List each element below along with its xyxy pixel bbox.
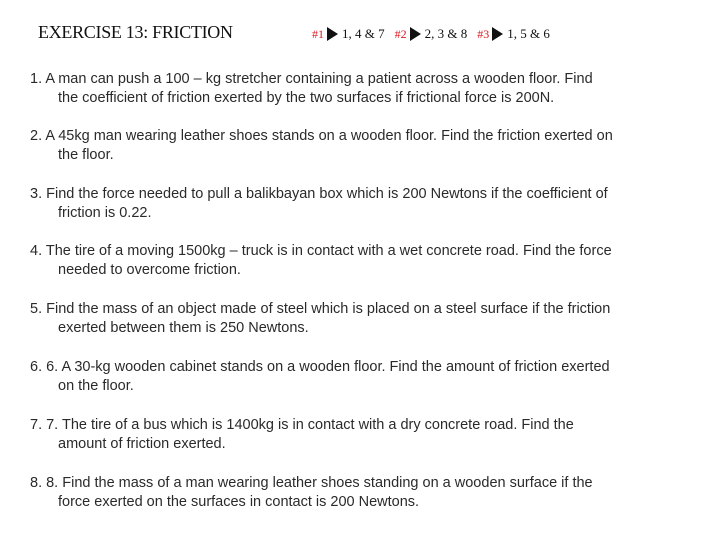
question-text: 3. Find the force needed to pull a balikbayan box which is 200 Newtons if the coefficient of bbox=[30, 186, 608, 202]
question-item bbox=[30, 127, 695, 165]
question-item bbox=[30, 185, 695, 223]
question-item bbox=[30, 70, 695, 108]
question-text-continued: force exerted on the surfaces in contact is 200 Newtons. bbox=[58, 494, 420, 510]
question-text-continued: exerted between them is 250 Newtons. bbox=[58, 320, 309, 336]
question-text: 1. A man can push a 100 – kg stretcher containing a patient across a wooden floor. Find bbox=[30, 71, 593, 87]
group-number: #3 bbox=[477, 26, 490, 41]
group-1 bbox=[312, 26, 385, 42]
question-text-continued: amount of friction exerted. bbox=[58, 436, 226, 452]
arrow-right-icon bbox=[327, 27, 338, 41]
question-text: 7. 7. The tire of a bus which is 1400kg is in contact with a dry concrete road. Find the bbox=[30, 417, 574, 433]
page-title: EXERCISE 13: FRICTION bbox=[38, 22, 233, 42]
group-number: #2 bbox=[394, 26, 407, 41]
group-2 bbox=[395, 26, 468, 42]
question-text-continued: needed to overcome friction. bbox=[58, 262, 241, 278]
group-items: 1, 4 & 7 bbox=[342, 26, 385, 41]
question-item bbox=[30, 358, 695, 396]
question-text-continued: the coefficient of friction exerted by the two surfaces if frictional force is 200N. bbox=[58, 90, 555, 106]
question-item bbox=[30, 300, 695, 338]
question-item bbox=[30, 474, 695, 512]
question-text: 6. 6. A 30-kg wooden cabinet stands on a wooden floor. Find the amount of friction exerted bbox=[30, 359, 610, 375]
question-text: 8. 8. Find the mass of a man wearing leather shoes standing on a wooden surface if the bbox=[30, 475, 593, 491]
question-text: 2. A 45kg man wearing leather shoes stands on a wooden floor. Find the friction exerted on bbox=[30, 128, 613, 144]
question-text: 4. The tire of a moving 1500kg – truck is in contact with a wet concrete road. Find the force bbox=[30, 243, 612, 259]
question-text-continued: on the floor. bbox=[58, 378, 134, 394]
arrow-right-icon bbox=[492, 27, 503, 41]
group-items: 2, 3 & 8 bbox=[424, 26, 468, 41]
question-text-continued: the floor. bbox=[58, 147, 114, 163]
question-text-continued: friction is 0.22. bbox=[58, 205, 152, 221]
group-3 bbox=[477, 26, 550, 42]
group-items: 1, 5 & 6 bbox=[507, 26, 550, 41]
group-assignments bbox=[312, 26, 560, 42]
group-number: #1 bbox=[312, 26, 324, 41]
question-text: 5. Find the mass of an object made of steel which is placed on a steel surface if the friction bbox=[30, 301, 611, 317]
question-item bbox=[30, 242, 695, 280]
question-item bbox=[30, 416, 695, 454]
arrow-right-icon bbox=[410, 27, 421, 41]
